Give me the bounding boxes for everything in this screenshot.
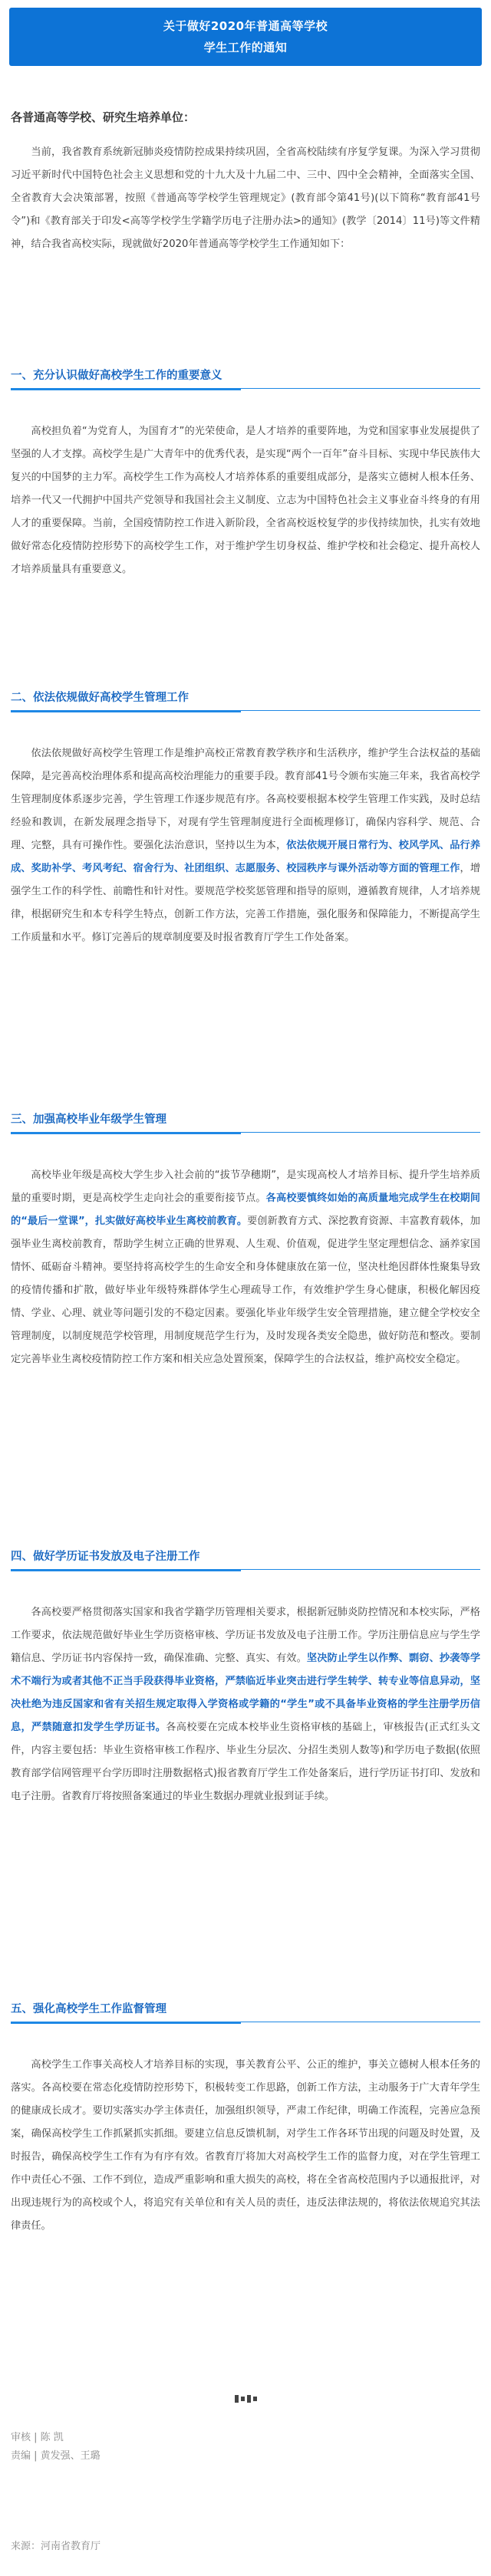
title-banner bbox=[9, 8, 482, 66]
title-line-2: 学生工作的通知 bbox=[203, 41, 288, 54]
section-5-paragraph bbox=[11, 2054, 480, 2238]
section-heading-4-text: 四、做好学历证书发放及电子注册工作 bbox=[11, 1551, 200, 1563]
section-1-paragraph bbox=[11, 420, 480, 581]
section-heading-1-text: 一、充分认识做好高校学生工作的重要意义 bbox=[11, 370, 222, 382]
highlighted-text: 坚决防止学生以作弊、剽窃、抄袭等学术不端行为或者其他不正当手段获得毕业资格，严禁临近毕业突击进行学生转学、转专业等信息异动，坚决杜绝为违反国家和省有关招生规定取得入学资格或学籍的“学生”或不具备毕业资格的学生注册学历信息，严禁随意扣发学生学历证书。 bbox=[11, 1653, 481, 1733]
highlighted-text: 依法依规开展日常行为、校风学风、品行养成、奖助补学、考风考纪、宿舍行为、社团组织、志愿服务、校园秩序与课外活动等方面的管理工作 bbox=[11, 840, 481, 874]
highlighted-text: 各高校要慎终如始的高质量地完成学生在校期间的“最后一堂课”，扎实做好高校毕业生离校前教育。 bbox=[11, 1193, 480, 1227]
section-heading-2-text: 二、依法依规做好高校学生管理工作 bbox=[11, 692, 189, 704]
title-line-1: 关于做好2020年普通高等学校 bbox=[163, 19, 328, 33]
body-text: 要创新教育方式、深挖教育资源、丰富教育载体，加强毕业生离校前教育，帮助学生树立正确的世界观、人生观、价值观，促进学生坚定理想信念、涵养家国情怀、砥砺奋斗精神。要坚持将高校学生的生命安全和身体健康放在第一位，坚决杜绝因群体性聚集导致的疫情传播和扩散，做好毕业年级特殊群体学生心理疏导工作，有效维护学生身心健康，积极化解因疫情、学业、心理、就业等问题引发的不稳定因素。要强化毕业年级学生安全管理措施，建立健全学校安全管理制度，以制度规范学校管理，用制度规范学生行为，及时发现各类安全隐患，做好防范和整改。要制定完善毕业生离校疫情防控工作方案和相关应急处置预案，保障学生的合法权益，维护高校安全稳定。 bbox=[11, 1216, 480, 1365]
body-text: 依法依规做好高校学生管理工作是维护高校正常教育教学秩序和生活秩序，维护学生合法权益的基础保障，是完善高校治理体系和提高高校治理能力的重要手段。教育部41号令颁布实施三年来，我省高校学生管理制度体系逐步完善，学生管理工作逐步规范有序。各高校要根据本校学生管理工作实践，及时总结经验和教训，在新发展理念指导下，对现有学生管理制度进行全面梳理修订，确保内容科学、规范、合理、完整，具有可操作性。要强化法治意识，坚持以生为本， bbox=[11, 748, 480, 851]
credit-reviewer: 审核 | 陈 凯 bbox=[11, 2432, 64, 2443]
section-3-paragraph bbox=[11, 1164, 480, 1371]
section-heading-3 bbox=[11, 1104, 480, 1133]
body-text: 各高校要严格贯彻落实国家和我省学籍学历管理相关要求，根据新冠肺炎防控情况和本校实际，严格工作要求，依法规范做好毕业生学历资格审核、学历证书发放及电子注册工作。学历注册信息应与学生学籍信息、学历证书内容保持一致，确保准确、完整、真实、有效。 bbox=[11, 1607, 480, 1664]
section-4-paragraph bbox=[11, 1601, 480, 1808]
body-text: 高校毕业年级是高校大学生步入社会前的“拔节孕穗期”，是实现高校人才培养目标、提升学生培养质量的重要时期，更是高校学生走向社会的重要衔接节点。 bbox=[11, 1170, 480, 1204]
section-heading-4 bbox=[11, 1541, 480, 1570]
section-heading-2 bbox=[11, 683, 480, 711]
end-mark-icon bbox=[227, 2395, 264, 2403]
credit-source: 来源：河南省教育厅 bbox=[11, 2541, 101, 2552]
section-heading-5 bbox=[11, 1994, 480, 2022]
section-heading-3-text: 三、加强高校毕业年级学生管理 bbox=[11, 1114, 166, 1126]
body-text: 各高校要在完成本校毕业生资格审核的基础上，审核报告(正式红头文件，内容主要包括：毕业生资格审核工作程序、毕业生分层次、分招生类别人数等)和学历电子数据(依照教育部学信网管理平台学历即时注册数据格式)报省教育厅学生工作处备案后，进行学历证书打印、发放和电子注册。省教育厅将按照备案通过的毕业生数据办理就业报到证手续。 bbox=[11, 1722, 480, 1802]
body-text: 高校学生工作事关高校人才培养目标的实现，事关教育公平、公正的维护，事关立德树人根本任务的落实。各高校要在常态化疫情防控形势下，积极转变工作思路，创新工作方法，主动服务于广大青年学生的健康成长成才。要切实落实办学主体责任，加强组织领导，严肃工作纪律，明确工作流程，完善应急预案，确保高校学生工作抓紧抓实抓细。要建立信息反馈机制，对学生工作各环节出现的问题及时处置，及时报告，确保高校学生工作有为有序有效。省教育厅将加大对高校学生工作的监督力度，对在学生管理工作中责任心不强、工作不到位，造成严重影响和重大损失的高校，将在全省高校范围内予以通报批评，对出现违规行为的高校或个人，将追究有关单位和有关人员的责任，违反法律法规的，将依法依规追究其法律责任。 bbox=[11, 2059, 480, 2232]
credit-editors: 责编 | 黄发强、王璐 bbox=[11, 2450, 101, 2462]
body-text: 高校担负着“为党育人，为国育才”的光荣使命，是人才培养的重要阵地，为党和国家事业发展提供了坚强的人才支撑。高校学生是广大青年中的优秀代表，是实现“两个一百年”奋斗目标、实现中华民族伟大复兴的中国梦的主力军。高校学生工作为高校人才培养体系的重要组成部分，是落实立德树人根本任务、培养一代又一代拥护中国共产党领导和我国社会主义制度、立志为中国特色社会主义事业奋斗终身的有用人才的重要保障。当前，全国疫情防控工作进入新阶段，全省高校返校复学的步伐持续加快，扎实有效地做好常态化疫情防控形势下的高校学生工作，对于维护学生切身权益、维护学校和社会稳定、提升高校人才培养质量具有重要意义。 bbox=[11, 426, 480, 575]
section-heading-1 bbox=[11, 360, 480, 389]
body-text: ，增强学生工作的科学性、前瞻性和针对性。要规范学校奖惩管理和指导的原则，遵循教育规律，人才培养规律，根据研究生和本专科学生特点，创新工作方法，完善工作措施，强化服务和保障能力，不断提高学生工作质量和水平。修订完善后的规章制度要及时报省教育厅学生工作处备案。 bbox=[11, 863, 481, 943]
intro-paragraph: 当前，我省教育系统新冠肺炎疫情防控成果持续巩固，全省高校陆续有序复学复课。为深入学习贯彻习近平新时代中国特色社会主义思想和党的十九大及十九届二中、三中、四中全会精神，全面落实全国、全省教育大会决策部署，按照《普通高等学校学生管理规定》(教育部令第41号)(以下简称“教育部41号令”)和《教育部关于印发<高等学校学生学籍学历电子注册办法>的通知》(教学〔2014〕11号)等文件精神，结合我省高校实际，现就做好2020年普通高等学校学生工作通知如下： bbox=[11, 146, 480, 250]
section-2-paragraph bbox=[11, 742, 480, 949]
section-heading-5-text: 五、强化高校学生工作监督管理 bbox=[11, 2003, 166, 2015]
salutation: 各普通高等学校、研究生培养单位： bbox=[11, 110, 196, 124]
